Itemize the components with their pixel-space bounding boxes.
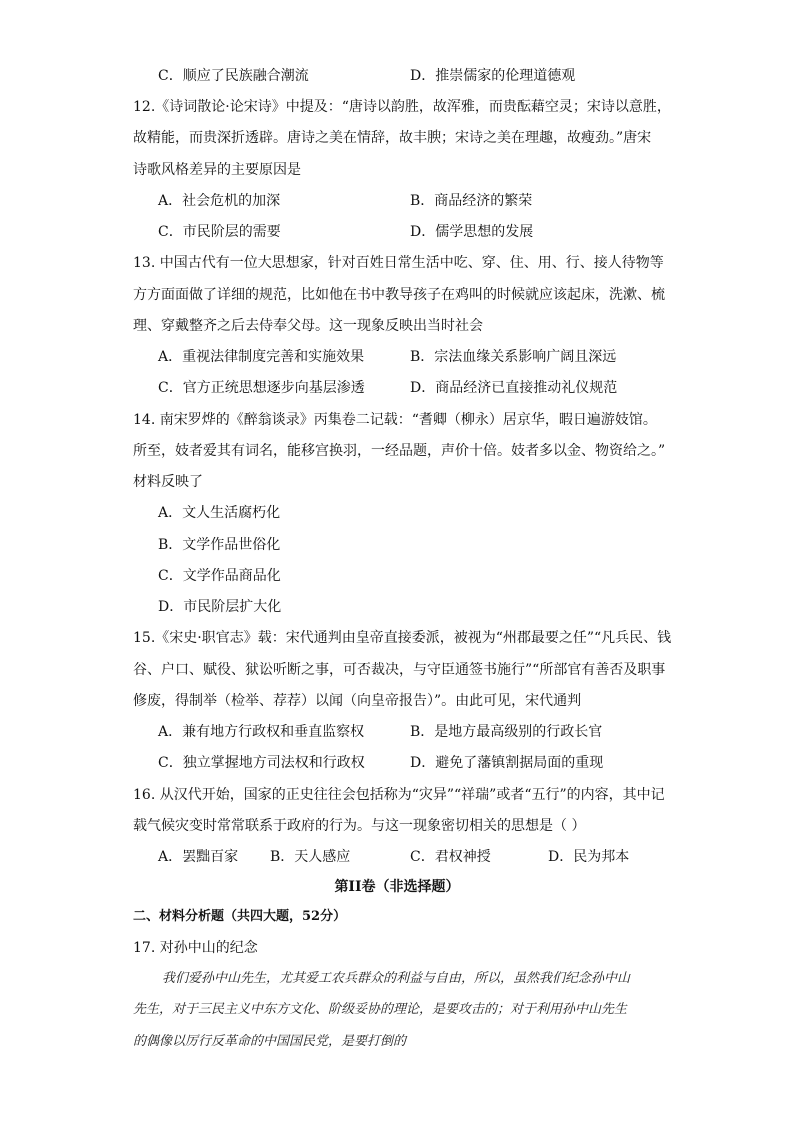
q14-stem-line1: 14. 南宋罗烨的《醉翁谈录》丙集卷二记载：“耆卿（柳永）居京华，暇日遍游妓馆。 <box>133 412 657 428</box>
q13-option-b: B．宗法血缘关系影响广阔且深远 <box>410 349 617 365</box>
q13-option-d: D．商品经济已直接推动礼仪规范 <box>410 380 618 396</box>
q15-option-d: D．避免了藩镇割据局面的重现 <box>410 755 604 771</box>
q16-stem-line2: 载气候灾变时常常联系于政府的行为。与这一现象密切相关的思想是（ ） <box>133 818 586 834</box>
q16-stem-line1: 16. 从汉代开始，国家的正史往往会包括称为“灾异”“祥瑞”或者“五行”的内容，其中记 <box>133 787 665 803</box>
q12-stem-line3: 诗歌风格差异的主要原因是 <box>133 162 301 178</box>
q14-stem-line2: 所至，妓者爱其有词名，能移宫换羽，一经品题，声价十倍。妓者多以金、物资给之。” <box>133 443 666 459</box>
q12-option-b: B．商品经济的繁荣 <box>410 193 533 209</box>
q16-option-d: D．民为邦本 <box>548 849 630 865</box>
q15-stem-line3: 修废，得制举（检举、荐荐）以闻（向皇帝报告）”。由此可见，宋代通判 <box>133 693 582 709</box>
q15-option-c: C．独立掌握地方司法权和行政权 <box>158 755 365 771</box>
q12-option-a: A．社会危机的加深 <box>158 193 281 209</box>
q17-material-line1: 我们爱孙中山先生，尤其爱工农兵群众的利益与自由，所以，虽然我们纪念孙中山 <box>162 971 631 986</box>
q16-option-c: C．君权神授 <box>410 849 491 865</box>
q14-stem-line3: 材料反映了 <box>133 474 203 490</box>
q13-option-c: C．官方正统思想逐步向基层渗透 <box>158 380 365 396</box>
q11-option-d: D．推崇儒家的伦理道德观 <box>410 68 576 84</box>
q16-option-a: A．罢黜百家 <box>158 849 239 865</box>
q13-stem-line3: 理、穿戴整齐之后去侍奉父母。这一现象反映出当时社会 <box>133 318 483 334</box>
q11-option-c: C．顺应了民族融合潮流 <box>158 68 309 84</box>
q14-option-a: A．文人生活腐朽化 <box>158 505 281 521</box>
section-heading: 二、材料分析题（共四大题，52分） <box>133 909 347 924</box>
q12-stem-line2: 故精能，而贵深折透辟。唐诗之美在情辞，故丰腴；宋诗之美在理趣，故瘦劲。”唐宋 <box>133 130 652 146</box>
q17-material-line2: 先生，对于三民主义中东方文化、阶级妥协的理论，是要攻击的；对于利用孙中山先生 <box>133 1002 628 1017</box>
q13-option-a: A．重视法律制度完善和实施效果 <box>158 349 365 365</box>
q16-option-b: B．天人感应 <box>270 849 351 865</box>
q12-option-c: C．市民阶层的需要 <box>158 224 281 240</box>
q14-option-d: D．市民阶层扩大化 <box>158 599 282 615</box>
q12-option-d: D．儒学思想的发展 <box>410 224 534 240</box>
q14-option-c: C．文学作品商品化 <box>158 568 281 584</box>
q12-stem-line1: 12.《诗词散论·论宋诗》中提及：“唐诗以韵胜，故浑雅，而贵酝藉空灵；宋诗以意胜， <box>133 99 671 115</box>
section-title: 第II卷（非选择题） <box>334 879 460 895</box>
q17-material-line3: 的偶像以厉行反革命的中国国民党，是要打倒的 <box>133 1034 407 1049</box>
q15-stem-line1: 15.《宋史·职官志》载：宋代通判由皇帝直接委派，被视为“州郡最要之任”“凡兵民、钱 <box>133 630 672 646</box>
q14-option-b: B．文学作品世俗化 <box>158 537 281 553</box>
q17-stem: 17. 对孙中山的纪念 <box>133 940 258 956</box>
q15-stem-line2: 谷、户口、赋役、狱讼听断之事，可否裁决，与守臣通签书施行”“所部官有善否及职事 <box>133 662 666 678</box>
q13-stem-line2: 方方面面做了详细的规范，比如他在书中教导孩子在鸡叫的时候就应该起床，洗漱、梳 <box>133 287 665 303</box>
q13-stem-line1: 13. 中国古代有一位大思想家，针对百姓日常生活中吃、穿、住、用、行、接人待物等 <box>133 255 664 271</box>
q15-option-a: A．兼有地方行政权和垂直监察权 <box>158 724 365 740</box>
q15-option-b: B．是地方最高级别的行政长官 <box>410 724 603 740</box>
